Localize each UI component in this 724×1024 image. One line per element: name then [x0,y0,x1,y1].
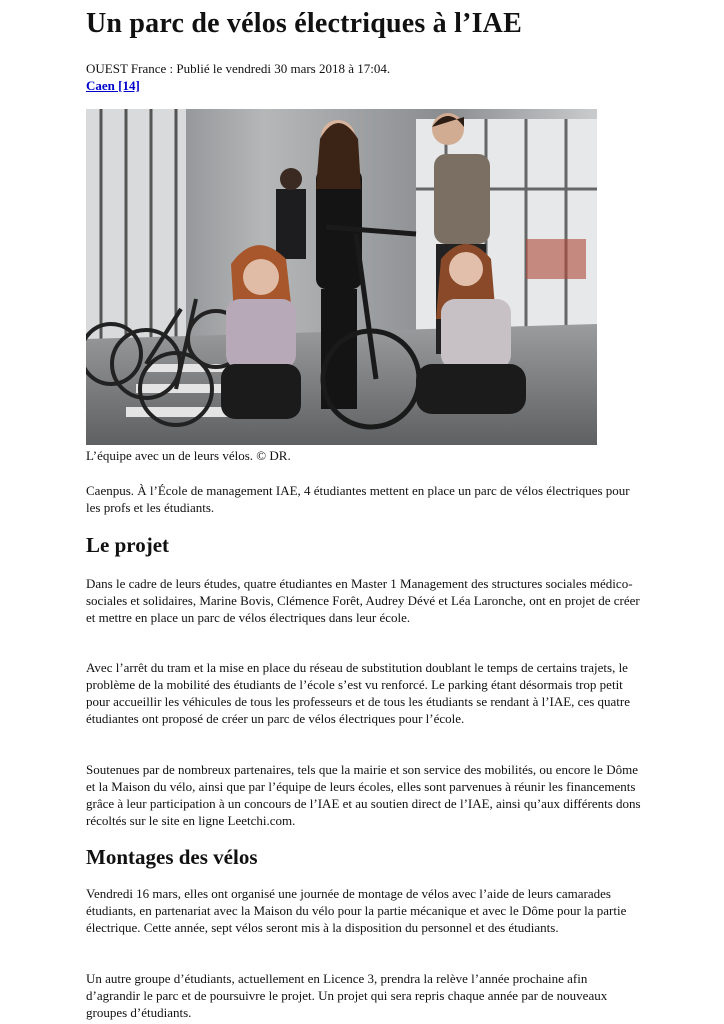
article-photo [86,109,597,445]
section-heading-projet: Le projet [86,533,170,557]
photo-caption: L’équipe avec un de leurs vélos. © DR. [86,448,291,463]
location-link[interactable]: Caen [14] [86,78,140,93]
paragraph: Un autre groupe d’étudiants, actuellement en Licence 3, prendra la relève l’année prochaine afin d’agrandir le parc et de poursuivre le projet. Un projet qui sera repris chaque année par de nouveaux groupes d’étudiants. [86,971,608,1020]
paragraph: Soutenues par de nombreux partenaires, tels que la mairie et son service des mobilités, ou encore le Dôme et la Maison du vélo, ainsi que par l’équipe de leurs écoles, elles sont parvenues à réunir les financements grâce à leur participation à un concours de l’IAE et au soutien direct de l’IAE, ainsi qu’aux différents dons récoltés sur le site en ligne Leetchi.com. [86,762,641,828]
photo-illustration [86,109,597,445]
intro-paragraph: Caenpus. À l’École de management IAE, 4 étudiantes mettent en place un parc de vélos électriques pour les profs et les étudiants. [86,483,630,515]
source-line: OUEST France : Publié le vendredi 30 mars 2018 à 17:04. [86,61,391,76]
paragraph: Vendredi 16 mars, elles ont organisé une journée de montage de vélos avec l’aide de leurs camarades étudiants, en partenariat avec la Maison du vélo pour la partie mécanique et avec le Dôme pour la partie électrique. Cette année, sept vélos seront mis à la disposition du personnel et des étudiants. [86,886,627,935]
section-heading-montages: Montages des vélos [86,845,258,869]
article-meta [86,60,390,94]
paragraph: Avec l’arrêt du tram et la mise en place du réseau de substitution doublant le temps de certains trajets, le problème de la mobilité des étudiants de l’école s’est vu renforcé. Le parking étant désormais trop petit pour accueillir les véhicules de tous les professeurs et de tous les étudiants se rendant à l’IAE, ces quatre étudiantes ont proposé de créer un parc de vélos électriques pour l’école. [86,660,631,726]
paragraph: Dans le cadre de leurs études, quatre étudiantes en Master 1 Management des structures sociales médico-sociales et solidaires, Marine Bovis, Clémence Forêt, Audrey Dévé et Léa Laronche, ont en projet de créer et mettre en place un parc de vélos électriques dans leur école. [86,576,640,625]
article-title: Un parc de vélos électriques à l’IAE [86,8,522,39]
